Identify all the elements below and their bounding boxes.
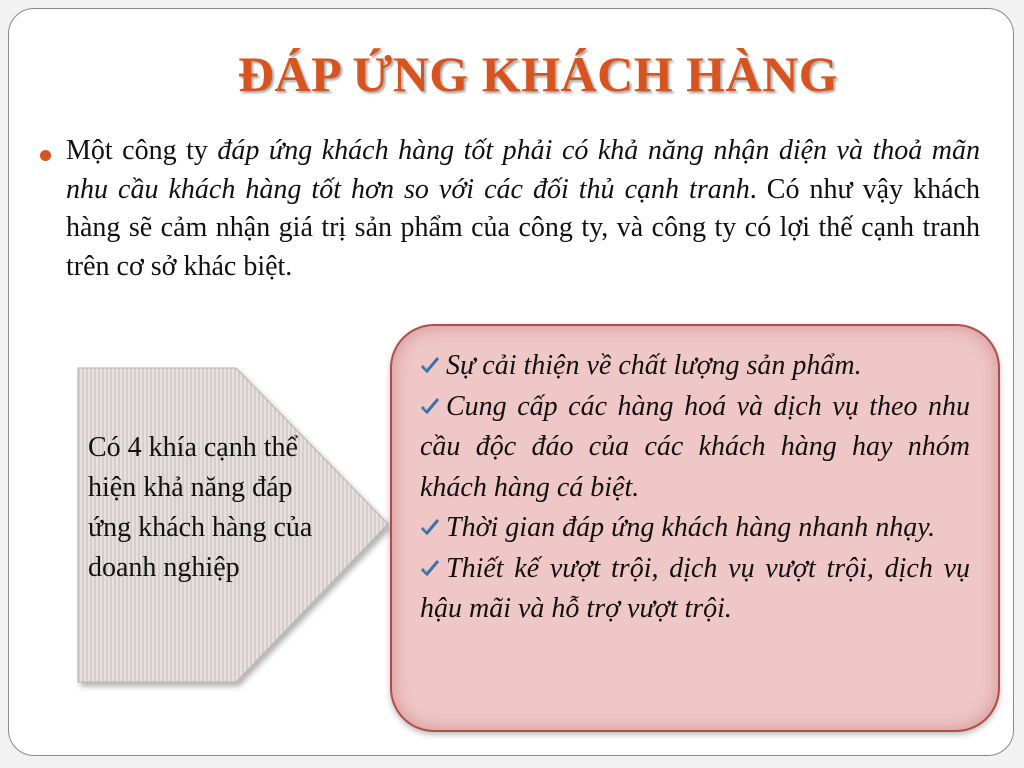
- aspect-item-text: Sự cải thiện về chất lượng sản phẩm.: [446, 350, 862, 381]
- aspects-list: [420, 346, 970, 630]
- bullet-dot-icon: [40, 150, 51, 161]
- checkmark-icon: [420, 558, 440, 578]
- intro-text-end: . Có như vậy khách hàng sẽ cảm nhận giá trị sản phẩm của công ty, và công ty có lợi thế cạnh tranh trên cơ sở khác biệt.: [66, 173, 980, 282]
- aspect-item: [420, 387, 970, 509]
- aspect-item-text: Thiết kế vượt trội, dịch vụ vượt trội, dịch vụ hậu mãi và hỗ trợ vượt trội.: [420, 552, 970, 624]
- aspect-item-text: Thời gian đáp ứng khách hàng nhanh nhạy.: [446, 512, 936, 543]
- aspect-item: [420, 508, 970, 549]
- checkmark-icon: [420, 517, 440, 537]
- checkmark-icon: [420, 355, 440, 375]
- slide-title: ĐÁP ỨNG KHÁCH HÀNG: [237, 46, 839, 102]
- aspect-item: [420, 549, 970, 630]
- intro-text-start: Một công ty: [66, 135, 218, 166]
- aspect-item-text: Cung cấp các hàng hoá và dịch vụ theo nhu cầu độc đáo của các khách hàng hay nhóm khách hàng cá biệt.: [420, 390, 970, 503]
- checkmark-icon: [420, 396, 440, 416]
- intro-text-italic: đáp ứng khách hàng tốt phải có khả năng nhận diện và thoả mãn nhu cầu khách hàng tốt hơn so với các đối thủ cạnh tranh: [66, 135, 980, 205]
- intro-paragraph: [66, 132, 980, 286]
- aspects-intro-text: Có 4 khía cạnh thể hiện khả năng đáp ứng khách hàng của doanh nghiệp: [88, 432, 313, 583]
- aspect-item: [420, 346, 970, 387]
